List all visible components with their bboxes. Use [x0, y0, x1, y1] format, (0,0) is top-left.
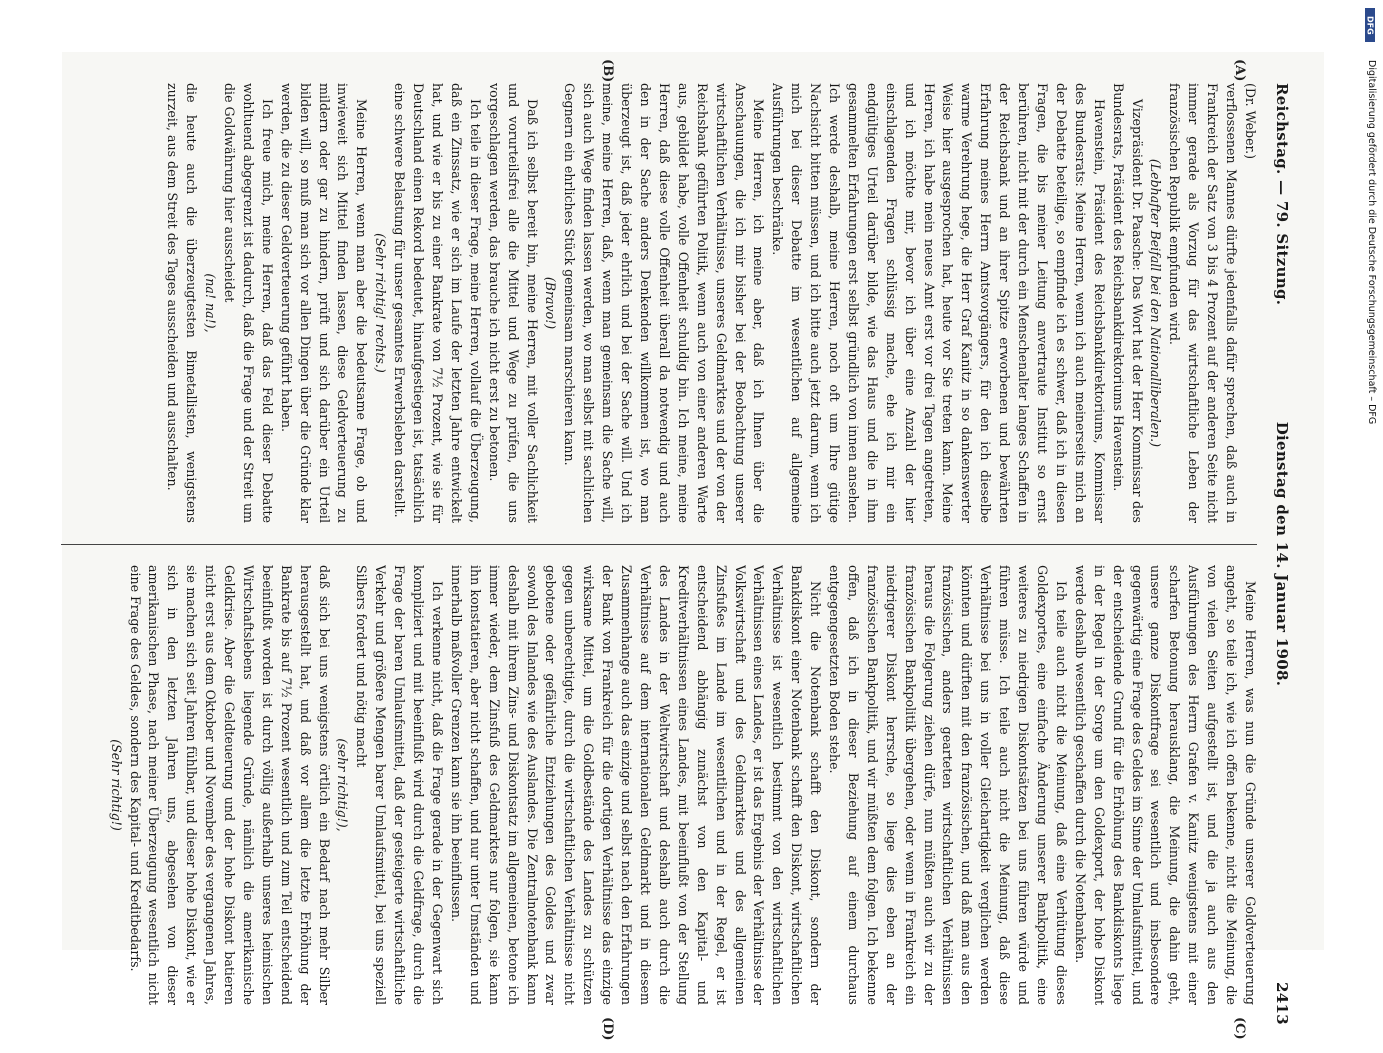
paragraph: die heute auch die überzeugtesten Bimetallisten, wenigstens zurzeit, aus dem Streit des Tages ausscheiden und ausschalten. [165, 83, 200, 523]
header-date: Dienstag den 14. Januar 1908. [1273, 421, 1291, 687]
paragraph: Meine Herren, was nun die Gründe unserer Goldverteuerung angeht, so teile ich, wie ich offen bekenne, nicht die Meinung, die von vielen Seiten aufgestellt ist, und die ja auch aus den Ausführungen des Herrn Grafen v. Kanitz wenigstens mit einer scharfen Betonung herausklang, die Meinung, die dahin geht, unsere ganze Diskontfrage sei wesentlich und insbesondere gegenwärtig eine Frage des Geldes im Sinne der Umlaufsmittel, und der entscheidende Grund für die Erhöhung des Bankdiskonts liege in der Regel in der Sorge um den Goldexport, der hohe Diskont werde deshalb wesentlich geschaffen durch die Notenbanken. [1072, 565, 1258, 1005]
speaker-tag: (Dr. Weber.) [1243, 83, 1258, 160]
margin-mark-a: (A) [1232, 59, 1247, 82]
paragraph: Nicht die Notenbank schafft den Diskont, sondern der Bankdiskont einer Notenbank schafft den Diskont, wirtschaftlichen Verhältnisse ist wesentlich bestimmt von den wirtschaftlichen Verhältnissen eines Landes, er ist das Ergebnis der Verhältnisse der Volkswirtschaft und des Geldmarktes und des allgemeinen Zinsfußes im Lande im wesentlichen und in der Regel, er ist entscheidend abhängig zunächst von den Kapital- und Kreditverhältnissen eines Landes, mit beeinflußt von der Stellung des Landes in der Weltwirtschaft und deshalb auch durch die Verhältnisse auf dem internationalen Geldmarkt und in diesem Zusammenhange auch das einzige und selbst nach den Erfahrungen der Bank von Frankreich für die dortigen Verhältnisse das einzige wirksame Mittel, um die Goldbestände des Landes zu schützen gegen unberechtigte, durch die wirtschaftlichen Verhältnisse nicht gebotene oder gefährliche Entziehungen des Goldes und zwar sowohl des Inlandes wie des Auslandes. Die Zentralnotenbank kann deshalb mit ihrem Zins- und Diskontsatz im allgemeinen, betone ich immer wieder, dem Zinsfuß des Geldmarktes nur folgen, sie kann ihn konstatieren, aber nicht schaffen, und nur unter Umständen und innerhalb maßvoller Grenzen kann sie ihn beeinflussen. [448, 565, 824, 1005]
right-column [59, 565, 1259, 1005]
interjection: (Bravo!) [543, 276, 559, 330]
digitization-notice: Digitalisierung gefördert durch die Deutsche Forschungsgemeinschaft – DFG [1366, 60, 1377, 425]
interjection: (Sehr richtig! rechts.) [373, 233, 389, 373]
interjection: (na! na!), [203, 273, 219, 333]
page-content [43, 53, 1305, 1053]
header-session: Reichstag. — 79. Sitzung. [1273, 83, 1291, 306]
interjection: (sehr richtig!), [335, 738, 351, 832]
column-divider [61, 544, 1257, 545]
left-column [59, 83, 1259, 523]
paragraph: Havenstein, Präsident des Reichsbankdirektoriums, Kommissar des Bundesrats: Meine Herren, wenn ich auch meinerseits mich an der Debatte beteilige, so empfinde ich es schwer, daß ich in diesen Fragen, die bis meiner Leitung anvertraute Institut so ernst berühren, nicht mit der durch ein Menschenalter langes Schaffen in der Reichsbank und an ihrer Spitze erworbenen und bewährten Erfahrung meines Herrn Amtsvorgängers, für den ich dieselbe warme Verehrung hege, die Herr Graf Kanitz in so dankenswerter Weise hier ausgesprochen hat, heute vor Sie treten kann. Meine Herren, ich habe mein neues Amt erst vor drei Tagen angetreten, und ich möchte mir, bevor ich über eine Anzahl der hier einschlagenden Fragen schlüssig mache, ehe ich mir ein endgültiges Urteil darüber bilde, wie das Haus und die in ihm gesammelten Erfahrungen erst selbst gründlich von innen ansehen. Ich werde deshalb, meine Herren, noch oft um Ihre gütige Nachsicht bitten müssen, und ich bitte auch jetzt darum, wenn ich mich bei dieser Debatte im wesentlichen auf allgemeine Ausführungen beschränke. [770, 83, 1107, 523]
margin-mark-c: (C) [1232, 1017, 1247, 1040]
paragraph: Ich freue mich, meine Herren, daß das Feld dieser Debatte wohltuend abgegrenzt ist dadurch, daß die Frage und der Streit um die Goldwährung hier ausscheidet [222, 83, 275, 523]
margin-mark-b: (B) [600, 59, 615, 83]
paragraph: verflossenen Mannes dürfte jedenfalls dafür sprechen, daß auch in Frankreich der Satz von 3 bis 4 Prozent auf der anderen Seite nicht immer gerade als Vorzug für das wirtschaftliche Leben der französischen Republik empfunden wird. [1167, 83, 1240, 523]
scanned-page [62, 52, 1324, 1041]
interjection: (Sehr richtig!) [108, 739, 124, 831]
running-head [1267, 83, 1291, 1025]
paragraph: Ich teile in dieser Frage, meine Herren, vollauf die Überzeugung, daß ein Zinssatz, wie er sich im Laufe der letzten Jahre entwickelt hat, und wie er bis zu einer Bankrate von 7½ Prozent, wie sie für Deutschland einen Rekord bedeutet, hinaufgestiegen ist, tatsächlich eine schwere Belastung für unser gesamtes Erwerbsleben darstellt. [392, 83, 483, 523]
dfg-logo: DFG [1365, 8, 1375, 42]
paragraph: Vizepräsident Dr. Paasche: Das Wort hat der Herr Kommissar des Bundesrats, Präsident des Reichsbankdirektoriums Havenstein. [1110, 83, 1145, 523]
paragraph: Ich verkenne nicht, daß die Frage gerade in der Gegenwart sich kompliziert und mit beeinflußt wird durch die Geldfrage, durch die Frage der baren Umlaufsmittel, daß der gesteigerte wirtschaftliche Verkehr und größere Mengen barer Umlaufsmittel, bei uns speziell Silbers fordert und nötig macht [354, 565, 446, 1005]
paragraph: Meine Herren, ich meine aber, daß ich Ihnen über die Anschauungen, die ich mir bisher bei der Beobachtung unserer wirtschaftlichen Verhältnisse, unseres Geldmarktes und der von der Reichsbank geführten Politik, wenn auch von einer anderen Warte aus, gebildet habe, volle Offenheit schuldig bin. Ich meine, meine Herren, daß diese volle Offenheit überall da notwendig und auch den in der Sache anders Denkenden willkommen ist, wo man überzeugt ist, daß jeder ehrlich und bei der Sache will. Und ich meine, meine Herren, daß, wenn man gemeinsam die Sache will, sich auch Wege finden lassen werden, wo man selbst mit sachlichen Gegnern ein ehrliches Stück gemeinsam marschieren kann. [562, 83, 767, 523]
paragraph: Meine Herren, wenn man aber die bedeutsame Frage, ob und inwieweit sich Mittel finden lassen, diese Geldverteuerung zu mildern oder gar zu hindern, prüft und sich darüber ein Urteil bilden will, so muß man sich vor allen Dingen über die Gründe klar werden, die zu dieser Geldverteuerung geführt haben. [278, 83, 370, 523]
paragraph: Ich teile auch nicht die Meinung, daß eine Verhütung dieses Goldexportes, eine einfache Änderung unserer Bankpolitik, eine weiteres zu niedrigen Diskontsätzen bei uns führen würde und führen müsse. Ich teile auch nicht die Meinung, daß diese Verhältnisse bei uns in voller Gleichartigkeit verglichen werden könnten und dürften mit den französischen, und daß man aus den französischen, anders gearteten wirtschaftlichen Verhältnissen heraus die Folgerung ziehen dürfe, nun müßten auch wir zu der französischen Bankpolitik übergehen, oder wenn in Frankreich ein niedrigerer Diskont herrsche, so liege dies eben an der französischen Bankpolitik, und wir müßten dem folgen. Ich bekenne offen, daß ich in dieser Beziehung auf einem durchaus entgegengesetzten Boden stehe. [827, 565, 1069, 1005]
page-number: 2413 [1273, 982, 1291, 1025]
interjection: (Lebhafter Beifall bei den Nationalliberalen.) [1148, 158, 1164, 448]
paragraph: daß sich bei uns wenigstens örtlich ein Bedarf nach mehr Silber herausgestellt hat, und daß vor allem die letzte Erhöhung der Bankrate bis auf 7½ Prozent wesentlich und zum Teil entscheidend beeinflußt worden ist durch völlig außerhalb unseres heimischen Wirtschaftslebens liegende Gründe, nämlich die amerikanische Geldkrise. Aber die Geldteuerung und der hohe Diskont batieren nicht erst aus dem Oktober und November des vergangenen Jahres, sie machen sich seit Jahren fühlbar, und dieser hohe Diskont, wie er sich in den letzten Jahren uns, abgesehen von dieser amerikanischen Phase, nach meiner Überzeugung wesentlich nicht eine Frage des Geldes, sondern des Kapital- und Kreditbedarfs. [127, 565, 332, 1005]
paragraph: Daß ich selbst bereit bin, meine Herren, mit voller Sachlichkeit und vorurteilsfrei alle die Mittel und Wege zu prüfen, die uns vorgeschlagen werden, das brauche ich nicht erst zu betonen. [486, 83, 540, 523]
margin-mark-d: (D) [600, 1017, 615, 1041]
